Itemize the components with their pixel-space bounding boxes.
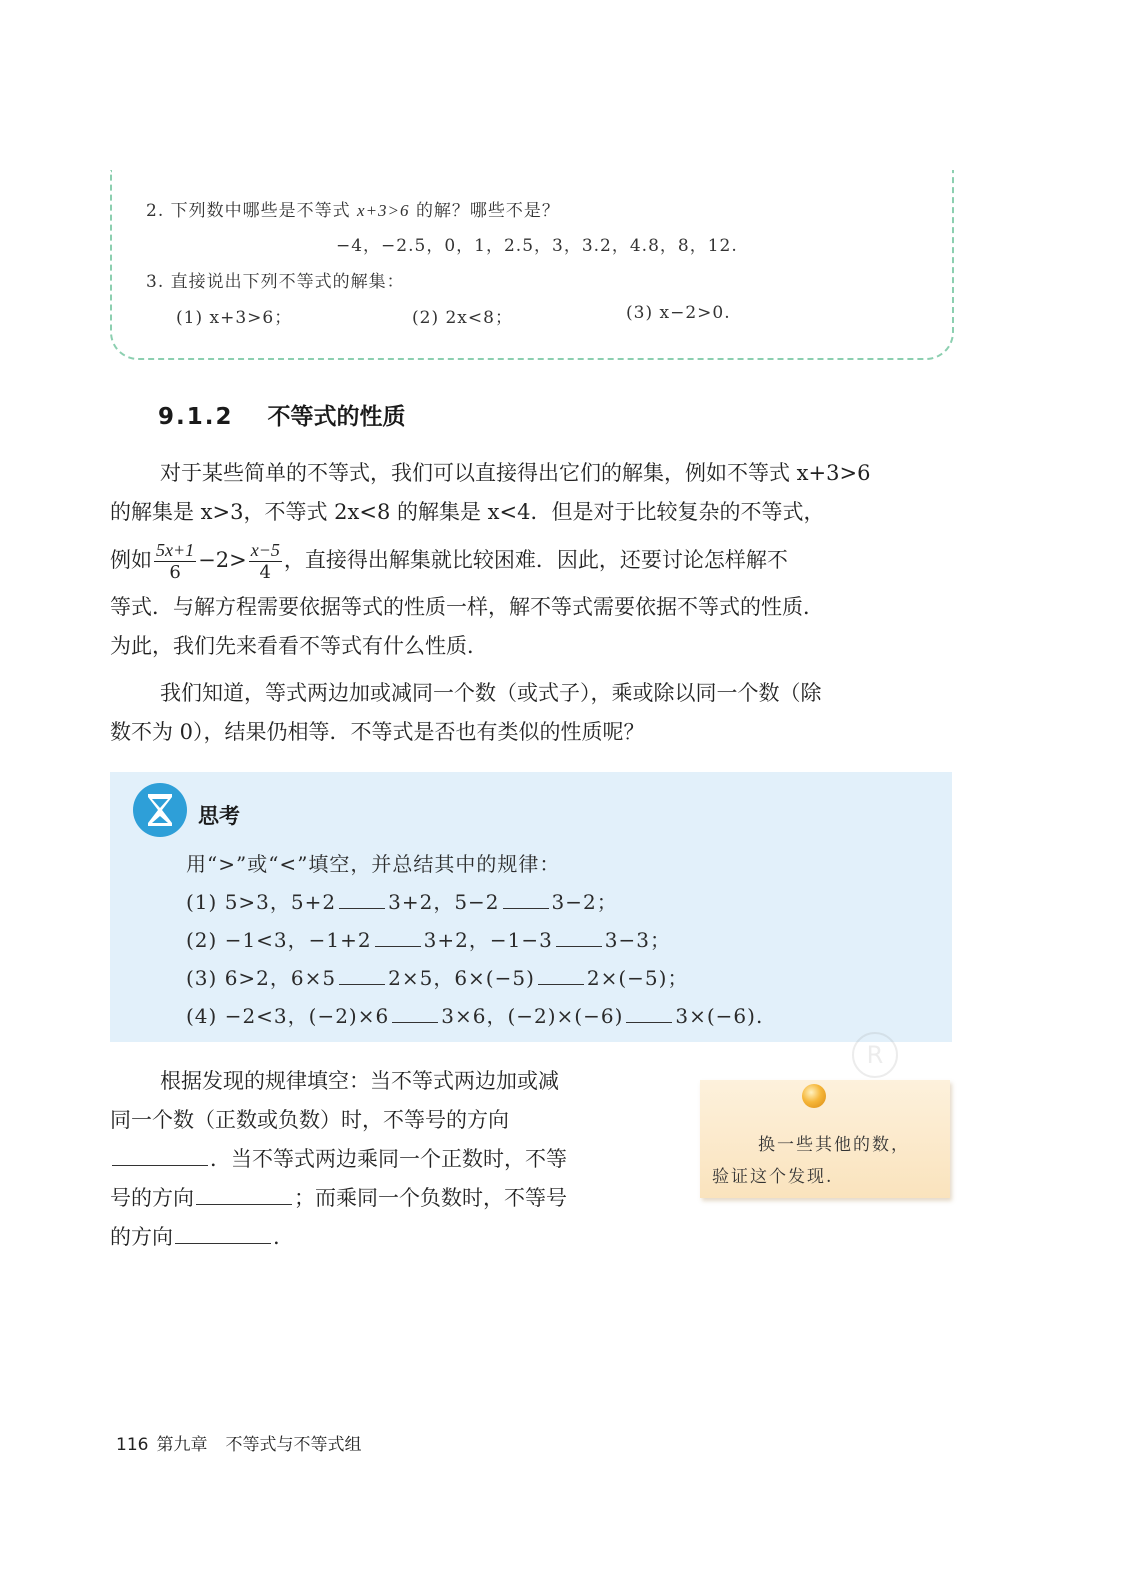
answer-blank[interactable] bbox=[339, 890, 385, 909]
rule-line-3: ．当不等式两边乘同一个正数时，不等 bbox=[110, 1140, 650, 1179]
answer-blank[interactable] bbox=[392, 1004, 438, 1023]
chapter-label: 第九章 bbox=[156, 1435, 208, 1455]
intro-paragraph bbox=[110, 454, 956, 666]
note-line-2: 验证这个发现. bbox=[712, 1167, 834, 1187]
answer-blank[interactable] bbox=[556, 928, 602, 947]
rule-line-2: 同一个数（正数或负数）时，不等号的方向 bbox=[110, 1108, 509, 1132]
rule-line-1: 根据发现的规律填空：当不等式两边加或减 bbox=[160, 1069, 559, 1093]
think-title: 思考 bbox=[198, 804, 240, 828]
page-number: 116 bbox=[116, 1435, 149, 1455]
known-paragraph bbox=[110, 674, 956, 752]
answer-blank[interactable] bbox=[175, 1223, 271, 1244]
think-box bbox=[110, 772, 952, 1042]
section-name: 不等式的性质 bbox=[267, 404, 406, 430]
think-instruction: 用“>”或“<”填空，并总结其中的规律： bbox=[186, 852, 561, 876]
exercise-q2-values: −4，−2.5，0，1，2.5，3，3.2，4.8，8，12. bbox=[336, 236, 738, 256]
answer-blank[interactable] bbox=[196, 1184, 292, 1205]
known-line-1: 我们知道，等式两边加或减同一个数（或式子），乘或除以同一个数（除 bbox=[160, 681, 822, 705]
exercise-q3-item-1: (1) x+3>6； bbox=[176, 308, 293, 328]
chapter-title: 不等式与不等式组 bbox=[225, 1435, 362, 1455]
exercise-q3-item-2: (2) 2x<8； bbox=[412, 308, 513, 328]
section-number: 9.1.2 bbox=[158, 404, 234, 430]
known-line-2: 数不为 0），结果仍相等．不等式是否也有类似的性质呢？ bbox=[110, 720, 645, 744]
intro-line-2: 的解集是 x>3，不等式 2x<8 的解集是 x<4．但是对于比较复杂的不等式， bbox=[110, 500, 825, 524]
section-title bbox=[158, 398, 406, 431]
exercise-q3: 3. 直接说出下列不等式的解集： bbox=[146, 272, 405, 292]
intro-line-1: 对于某些简单的不等式，我们可以直接得出它们的解集，例如不等式 x+3>6 bbox=[160, 461, 871, 485]
answer-blank[interactable] bbox=[339, 966, 385, 985]
exercise-q3-item-3: (3) x−2>0. bbox=[626, 303, 731, 323]
sticky-note bbox=[700, 1080, 950, 1198]
think-item-2: (2) −1<3，−1+2 3+2，−1−3 3−3； bbox=[186, 928, 672, 952]
answer-blank[interactable] bbox=[626, 1004, 672, 1023]
intro-line-5: 为此，我们先来看看不等式有什么性质． bbox=[110, 634, 488, 658]
intro-line-4: 等式．与解方程需要依据等式的性质一样，解不等式需要依据不等式的性质． bbox=[110, 595, 824, 619]
fraction-1: $\frac{5x+1}{6}$ bbox=[156, 540, 195, 583]
registered-mark-icon bbox=[850, 1030, 900, 1080]
rule-paragraph bbox=[110, 1062, 650, 1257]
think-item-4: (4) −2<3，(−2)×6 3×6，(−2)×(−6) 3×(−6). bbox=[186, 1004, 764, 1028]
rule-line-4: 号的方向 ；而乘同一个负数时，不等号 bbox=[110, 1186, 567, 1210]
exercise-q2: 2. 下列数中哪些是不等式 x+3>6 的解？哪些不是？ bbox=[146, 201, 560, 221]
fraction-2: $\frac{x-5}{4}$ bbox=[250, 540, 280, 583]
answer-blank[interactable] bbox=[112, 1145, 208, 1166]
answer-blank[interactable] bbox=[503, 890, 549, 909]
page-footer bbox=[116, 1430, 361, 1455]
svg-text:R: R bbox=[866, 1041, 884, 1069]
rule-line-5: 的方向 . bbox=[110, 1225, 280, 1249]
think-item-1: (1) 5>3，5+2 3+2，5−2 3−2； bbox=[186, 890, 618, 914]
think-item-3: (3) 6>2，6×5 2×5，6×(−5) 2×(−5)； bbox=[186, 966, 689, 990]
pin-icon bbox=[802, 1084, 826, 1108]
answer-blank[interactable] bbox=[538, 966, 584, 985]
hourglass-icon bbox=[132, 782, 188, 838]
note-line-1: 换一些其他的数， bbox=[758, 1135, 910, 1155]
intro-line-3: 例如 $\frac{5x+1}{6}$ −2> $\frac{x-5}{4}$ ，直接得出解集就比较困难．因此，还要讨论怎样解不 bbox=[110, 540, 788, 583]
answer-blank[interactable] bbox=[375, 928, 421, 947]
